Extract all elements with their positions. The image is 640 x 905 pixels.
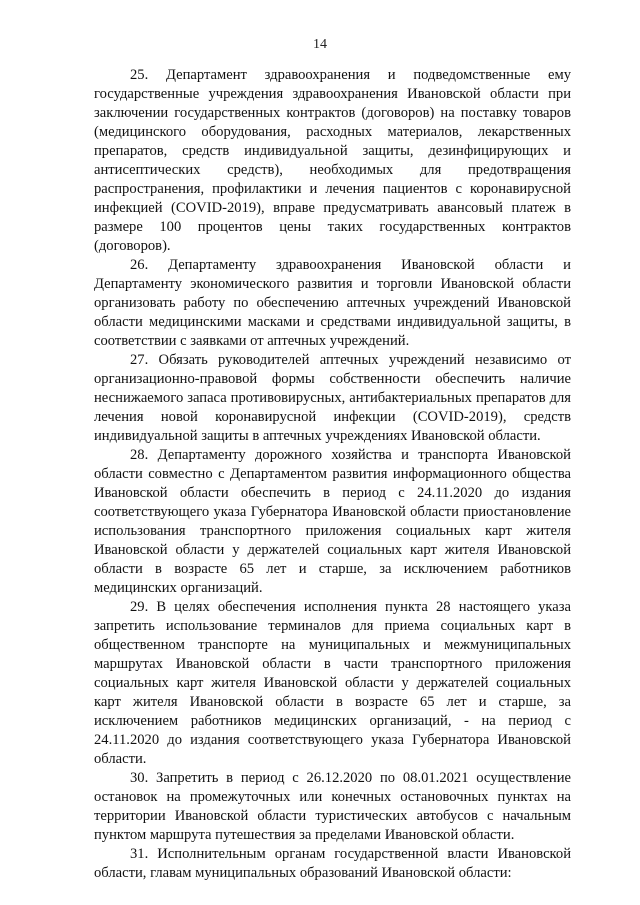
paragraph-28: 28. Департаменту дорожного хозяйства и транспорта Ивановской области совместно с Департаментом развития информационного общества Ивановской области обеспечить в период с 24.11.2020 до издания соответствующего указа Губернатора Ивановской области приостановление использования транспортного приложения социальных карт жителя Ивановской области у держателей социальных карт жителя Ивановской области в возрасте 65 лет и старше, за исключением работников медицинских организаций. (94, 447, 571, 596)
paragraph-27: 27. Обязать руководителей аптечных учреждений независимо от организационно-правовой формы собственности обеспечить наличие неснижаемого запаса противовирусных, антибактериальных препаратов для лечения новой коронавирусной инфекции (COVID-2019), средств индивидуальной защиты в аптечных учреждениях Ивановской области. (94, 352, 571, 444)
paragraph-29: 29. В целях обеспечения исполнения пункта 28 настоящего указа запретить использование терминалов для приема социальных карт в общественном транспорте на муниципальных и межмуниципальных маршрутах Ивановской области в части транспортного приложения социальных карт жителя Ивановской области у держателей социальных карт жителя Ивановской области в возрасте 65 лет и старше, за исключением работников медицинских организаций, - на период с 24.11.2020 до издания соответствующего указа Губернатора Ивановской области. (94, 599, 571, 767)
paragraph-31: 31. Исполнительным органам государственной власти Ивановской области, главам муниципальных образований Ивановской области: (94, 846, 571, 881)
paragraph-30: 30. Запретить в период с 26.12.2020 по 08.01.2021 осуществление остановок на промежуточных или конечных остановочных пунктах на территории Ивановской области туристических автобусов с начальным пунктом маршрута путешествия за пределами Ивановской области. (94, 770, 571, 843)
paragraph-25: 25. Департамент здравоохранения и подведомственные ему государственные учреждения здравоохранения Ивановской области при заключении государственных контрактов (договоров) на поставку товаров (медицинского оборудования, расходных материалов, лекарственных препаратов, средств индивидуальной защиты, дезинфицирующих и антисептических средств), необходимых для предотвращения распространения, профилактики и лечения пациентов с коронавирусной инфекцией (COVID-2019), вправе предусматривать авансовый платеж в размере 100 процентов цены таких государственных контрактов (договоров). (94, 67, 571, 254)
page-number: 14 (313, 37, 327, 52)
document-body (94, 66, 571, 883)
paragraph-26: 26. Департаменту здравоохранения Ивановской области и Департаменту экономического развития и торговли Ивановской области организовать работу по обеспечению аптечных учреждений Ивановской области медицинскими масками и средствами индивидуальной защиты, в соответствии с заявками от аптечных учреждений. (94, 257, 571, 349)
